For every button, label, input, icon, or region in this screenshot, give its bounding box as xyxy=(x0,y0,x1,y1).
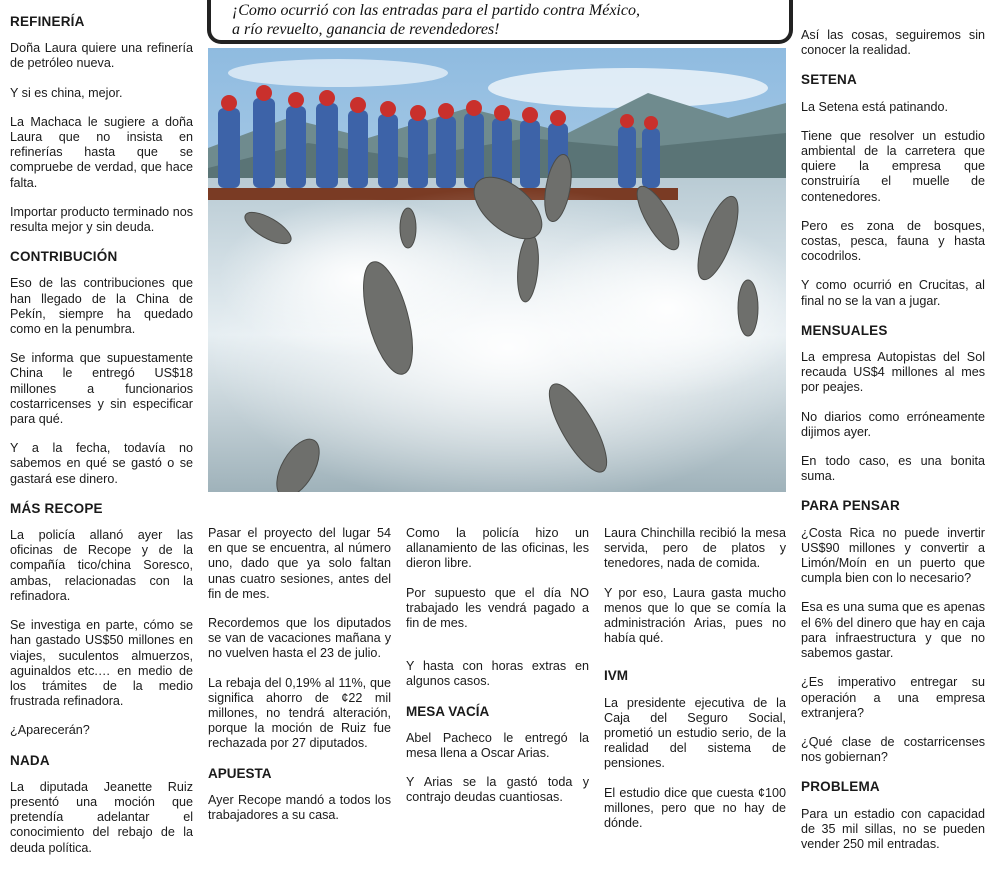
heading-mensuales: MENSUALES xyxy=(801,322,888,338)
column-4 xyxy=(604,526,786,845)
paragraph: Pero es zona de bosques, costas, pesca, fauna y hasta cocodrilos. xyxy=(801,218,985,264)
paragraph: La empresa Autopistas del Sol recauda US$4 millones al mes por peajes. xyxy=(801,350,985,395)
paragraph: No diarios como erróneamente dijimos ayer. xyxy=(801,409,985,439)
paragraph: Y hasta con horas extras en algunos casos. xyxy=(406,659,589,689)
heading-problema: PROBLEMA xyxy=(801,779,880,795)
paragraph: Y a la fecha, todavía no sabemos en qué se gastó o se gastará ese dinero. xyxy=(10,441,193,486)
heading-setena: SETENA xyxy=(801,72,857,88)
paragraph: La Setena está patinando. xyxy=(801,99,949,114)
column-5 xyxy=(801,28,985,866)
paragraph: Así las cosas, seguiremos sin conocer la realidad. xyxy=(801,28,985,58)
paragraph: Abel Pacheco le entregó la mesa llena a Oscar Arias. xyxy=(406,730,589,761)
caption-line-1: ¡Como ocurrió con las entradas para el partido contra México, xyxy=(232,2,640,19)
paragraph: La rebaja del 0,19% al 11%, que significa ahorro de ¢22 mil millones, no tendrá alteración, porque la moción de Ruiz fue rechazada por 27 diputados. xyxy=(208,675,391,751)
heading-mas-recope: MÁS RECOPE xyxy=(10,500,103,516)
paragraph: Eso de las contribuciones que han llegado de la China de Pekín, siempre ha quedado como en la penumbra. xyxy=(10,276,193,337)
paragraph: Recordemos que los diputados se van de vacaciones mañana y no vuelven hasta el 23 de julio. xyxy=(208,616,391,661)
paragraph: Ayer Recope mandó a todos los trabajadores a su casa. xyxy=(208,792,391,823)
paragraph: Por supuesto que el día NO trabajado les vendrá pagado a fin de mes. xyxy=(406,585,589,631)
paragraph: Como la policía hizo un allanamiento de las oficinas, les dieron libre. xyxy=(406,526,589,571)
paragraph: Importar producto terminado nos resulta mejor y sin deuda. xyxy=(10,204,193,235)
paragraph: La policía allanó ayer las oficinas de Recope y de la compañía tico/china Soresco, ambas, relacionadas con la refinadora. xyxy=(10,528,193,603)
paragraph: Tiene que resolver un estudio ambiental de la carretera que quiere la empresa que construiría el muelle de contenedores. xyxy=(801,128,985,204)
photo-caption xyxy=(232,1,640,39)
paragraph: La presidente ejecutiva de la Caja del Seguro Social, prometió un estudio serio, de la realidad del sistema de pensiones. xyxy=(604,695,786,771)
paragraph: La diputada Jeanette Ruiz presentó una moción que pretendía adelantar el conocimiento del rebajo de la deuda política. xyxy=(10,779,193,855)
paragraph: En todo caso, es una bonita suma. xyxy=(801,454,985,484)
paragraph: Y Arias se la gastó toda y contrajo deudas cuantiosas. xyxy=(406,775,589,805)
paragraph: Para un estadio con capacidad de 35 mil sillas, no se pueden vender 250 mil entradas. xyxy=(801,806,985,851)
photo-caption-box xyxy=(207,0,793,44)
paragraph: Laura Chinchilla recibió la mesa servida, pero de platos y tenedores, nada de comida. xyxy=(604,526,786,571)
fish-harvest-photo xyxy=(208,48,786,492)
paragraph: ¿Costa Rica no puede invertir US$90 millones y convertir a Limón/Moín en un puerto que cumpla bien con lo necesario? xyxy=(801,525,985,586)
paragraph: El estudio dice que cuesta ¢100 millones, pero que no hay de dónde. xyxy=(604,785,786,831)
paragraph: Se informa que supuestamente China le entregó US$18 millones a funcionarios costarricenses y sin especificar para qué. xyxy=(10,351,193,427)
heading-apuesta: APUESTA xyxy=(208,765,272,781)
heading-ivm: IVM xyxy=(604,668,629,684)
paragraph: Y si es china, mejor. xyxy=(10,85,123,100)
caption-line-2: a río revuelto, ganancia de revendedores! xyxy=(232,21,500,38)
heading-mesa-vacia: MESA VACÍA xyxy=(406,703,490,719)
heading-contribucion: CONTRIBUCIÓN xyxy=(10,249,118,265)
heading-para-pensar: PARA PENSAR xyxy=(801,498,900,514)
heading-refineria: REFINERÍA xyxy=(10,14,85,29)
paragraph: ¿Es imperativo entregar su operación a una empresa extranjera? xyxy=(801,675,985,720)
paragraph: Y por eso, Laura gasta mucho menos que lo que se comía la administración Arias, pues no había qué. xyxy=(604,585,786,646)
paragraph: Esa es una suma que es apenas el 6% del dinero que hay en caja para infraestructura y que no sabemos gastar. xyxy=(801,600,985,661)
column-1 xyxy=(10,10,193,870)
paragraph: ¿Qué clase de costarricenses nos gobiernan? xyxy=(801,734,985,765)
column-2 xyxy=(208,526,391,837)
paragraph: Y como ocurrió en Crucitas, al final no se la van a jugar. xyxy=(801,278,985,308)
paragraph: ¿Aparecerán? xyxy=(10,723,90,738)
paragraph: Doña Laura quiere una refinería de petróleo nueva. xyxy=(10,41,193,71)
paragraph: Pasar el proyecto del lugar 54 en que se encuentra, al número uno, dado que ya solo faltan unas cuatro sesiones, antes del fin de mes. xyxy=(208,526,391,601)
heading-nada: NADA xyxy=(10,752,50,768)
column-3 xyxy=(406,526,589,820)
paragraph: Se investiga en parte, cómo se han gastado US$50 millones en viajes, suculentos almuerzos, aguinaldos etc.… en medio de los trámites de la medio frustrada refinadora. xyxy=(10,618,193,709)
paragraph: La Machaca le sugiere a doña Laura que no insista en refinerías hasta que se compruebe de verdad, que hace falta. xyxy=(10,114,193,190)
